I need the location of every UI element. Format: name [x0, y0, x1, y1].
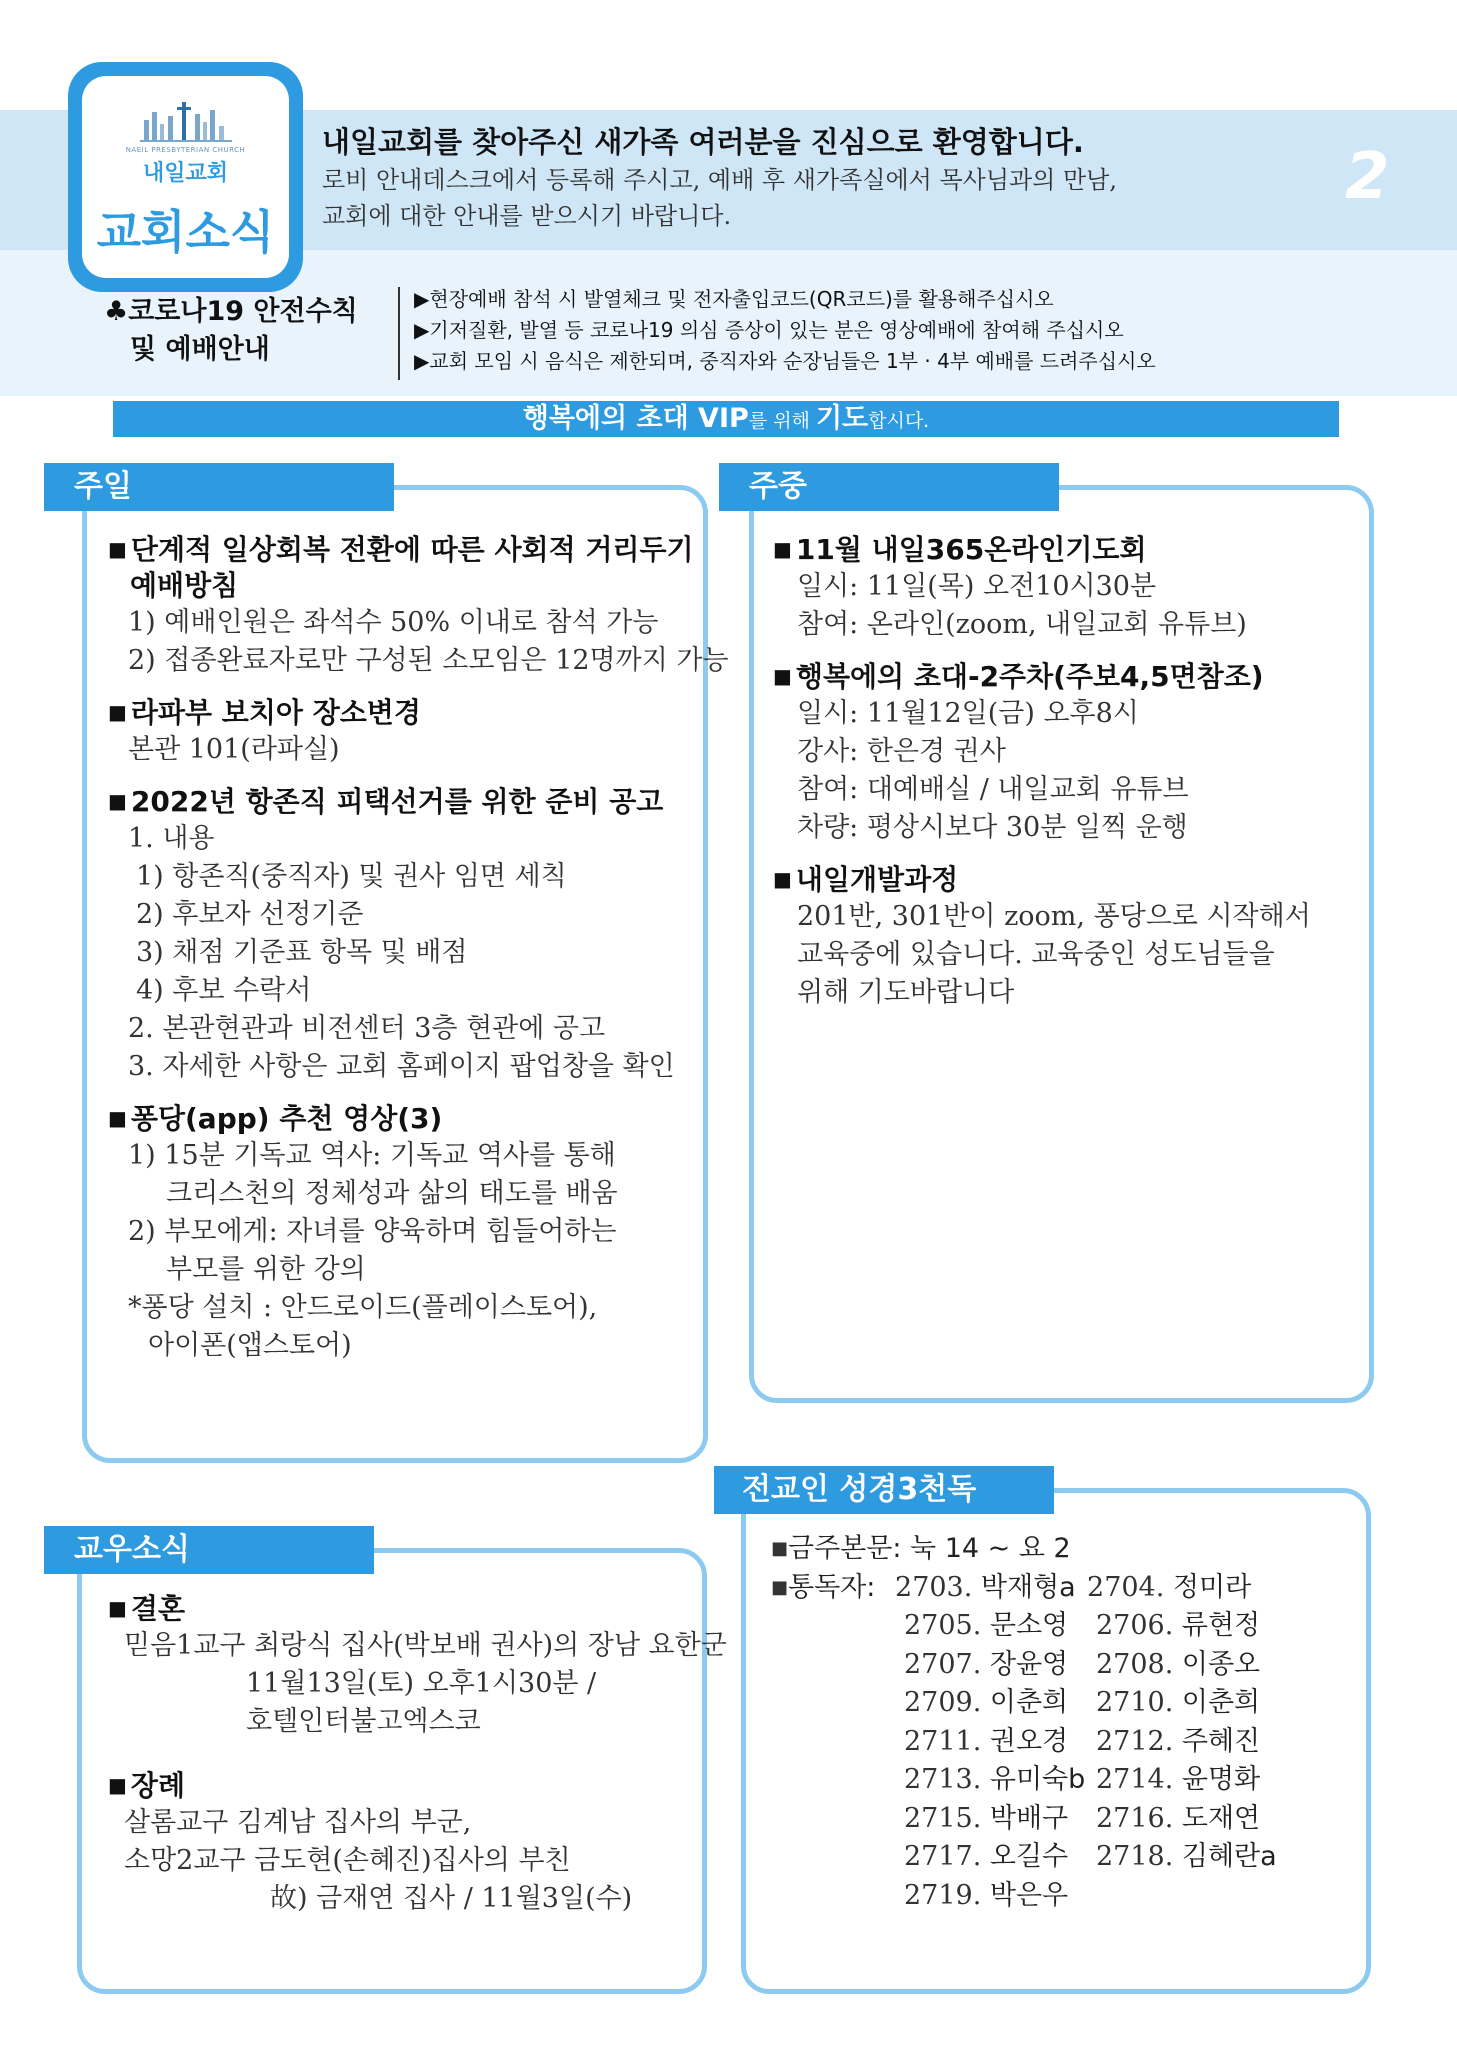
list-item: 참여: 온라인(zoom, 내일교회 유튜브) — [797, 609, 1247, 640]
bible-reading-content — [771, 1530, 1288, 1915]
list-item: 살롬교구 김계남 집사의 부군, — [124, 1807, 472, 1838]
list-item: 강사: 한은경 권사 — [797, 736, 1006, 767]
corona-note: ▶교회 모임 시 음식은 제한되며, 중직자와 순장님들은 1부 · 4부 예배를 드려주십시오 — [414, 349, 1156, 373]
list-item: 11월13일(토) 오후1시30분 / — [246, 1668, 597, 1699]
black-square-icon: ■ — [108, 1106, 127, 1130]
reader-entry: 2713. 유미숙b — [904, 1764, 1086, 1795]
black-square-icon: ■ — [108, 1773, 127, 1797]
list-item: 참여: 대예배실 / 내일교회 유튜브 — [797, 774, 1189, 805]
passage-row — [771, 1530, 1288, 1569]
list-item: 본관 101(라파실) — [128, 734, 340, 765]
church-logo — [68, 62, 303, 292]
section-heading: ■ 라파부 보치아 장소변경 — [108, 696, 421, 729]
readers-row — [771, 1800, 1288, 1839]
reader-entry: 2714. 윤명화 — [1096, 1764, 1261, 1795]
reader-entry: 2717. 오길수 — [904, 1841, 1069, 1872]
readers-label: 통독자: — [788, 1571, 876, 1603]
list-item: 위해 기도바랍니다 — [797, 977, 1015, 1008]
readers-row — [771, 1569, 1288, 1608]
reader-entry: 2718. 김혜란a — [1096, 1841, 1277, 1872]
list-item: 크리스천의 정체성과 삶의 태도를 배움 — [166, 1178, 618, 1209]
section-heading: ■ 결혼 — [108, 1592, 186, 1625]
page-number: 2 — [1345, 140, 1390, 214]
black-square-icon: ■ — [108, 789, 127, 813]
list-item: 믿음1교구 최랑식 집사(박보배 권사)의 장남 요한군 — [124, 1630, 727, 1661]
readers-row — [771, 1761, 1288, 1800]
reader-entry: 2705. 문소영 — [904, 1610, 1069, 1641]
section-heading: ■ 내일개발과정 — [773, 863, 959, 896]
list-item: 아이폰(앱스토어) — [148, 1330, 352, 1361]
welcome-headline: 내일교회를 찾아주신 새가족 여러분을 진심으로 환영합니다. — [322, 125, 1084, 159]
black-square-icon: ■ — [773, 867, 792, 891]
tab-midweek: 주중 — [719, 463, 1059, 511]
passage-value: 눅 14 ~ 요 2 — [910, 1533, 1071, 1564]
section-heading: ■ 11월 내일365온라인기도회 — [773, 533, 1147, 566]
readers-row — [771, 1838, 1288, 1877]
black-square-icon: ■ — [773, 537, 792, 561]
tab-bible-reading: 전교인 성경3천독 — [714, 1466, 1054, 1514]
list-item: 2) 후보자 선정기준 — [136, 899, 364, 930]
corona-note: ▶현장예배 참석 시 발열체크 및 전자출입코드(QR코드)를 활용해주십시오 — [414, 287, 1054, 311]
section-heading: ■ 행복에의 초대-2주차(주보4,5면참조) — [773, 660, 1264, 693]
list-item: 일시: 11월12일(금) 오후8시 — [797, 698, 1139, 729]
section-heading: ■ 장례 — [108, 1769, 186, 1802]
black-square-icon: ■ — [108, 700, 127, 724]
list-item: 차량: 평상시보다 30분 일찍 운행 — [797, 812, 1188, 843]
section-heading: ■ 2022년 항존직 피택선거를 위한 준비 공고 — [108, 785, 664, 818]
passage-label: 금주본문: — [788, 1533, 911, 1564]
list-item: 1. 내용 — [128, 823, 215, 854]
list-item: 2. 본관현관과 비전센터 3층 현관에 공고 — [128, 1013, 606, 1044]
list-item: 소망2교구 금도현(손혜진)집사의 부친 — [124, 1845, 571, 1876]
list-item: 부모를 위한 강의 — [166, 1254, 366, 1285]
section-heading: ■ 퐁당(app) 추천 영상(3) — [108, 1102, 443, 1135]
welcome-message — [322, 122, 1322, 234]
reader-entry: 2712. 주혜진 — [1096, 1725, 1261, 1757]
black-square-icon: ■ — [771, 1538, 789, 1559]
reader-entry: 2710. 이춘희 — [1096, 1687, 1261, 1718]
corona-title-line: 및 예배안내 — [130, 334, 270, 365]
black-square-icon: ■ — [108, 1596, 127, 1620]
church-skyline-icon — [140, 98, 232, 144]
corona-notes — [414, 284, 1156, 377]
corona-title — [104, 293, 358, 369]
black-square-icon: ■ — [773, 664, 792, 688]
list-item: *퐁당 설치 : 안드로이드(플레이스토어), — [128, 1292, 598, 1323]
black-square-icon: ■ — [108, 537, 127, 561]
list-item: 2) 접종완료자로만 구성된 소모임은 12명까지 가능 — [128, 645, 729, 676]
invite-text: 를 위해 — [748, 410, 816, 432]
reader-entry: 2706. 류현정 — [1096, 1610, 1261, 1641]
reader-entry: 2716. 도재연 — [1096, 1802, 1261, 1834]
logo-inner — [82, 76, 289, 278]
list-item: 4) 후보 수락서 — [136, 975, 312, 1006]
reader-entry: 2711. 권오경 — [904, 1725, 1069, 1757]
list-item: 일시: 11일(목) 오전10시30분 — [797, 571, 1157, 602]
list-item: 1) 15분 기독교 역사: 기독교 역사를 통해 — [128, 1140, 616, 1171]
readers-row — [771, 1877, 1288, 1916]
invite-text: 행복에의 초대 VIP — [522, 403, 749, 434]
logo-small-text: NAEIL PRESBYTERIAN CHURCH — [125, 146, 246, 154]
section-title: 교회소식 — [96, 205, 275, 259]
reader-entry: 2704. 정미라 — [1087, 1571, 1252, 1603]
list-item: 교육중에 있습니다. 교육중인 성도님들을 — [797, 939, 1275, 970]
invite-text: 합시다. — [868, 410, 930, 432]
black-square-icon: ■ — [771, 1576, 789, 1598]
list-item: 2) 부모에게: 자녀를 양육하며 힘들어하는 — [128, 1216, 617, 1247]
midweek-content — [773, 531, 1311, 1012]
welcome-line: 로비 안내데스크에서 등록해 주시고, 예배 후 새가족실에서 목사님과의 만남, — [322, 166, 1117, 194]
divider — [398, 287, 400, 380]
list-item: 1) 항존직(중직자) 및 권사 임면 세칙 — [136, 861, 567, 892]
list-item: 3. 자세한 사항은 교회 홈페이지 팝업창을 확인 — [128, 1051, 675, 1082]
readers-row — [771, 1684, 1288, 1723]
readers-row — [771, 1607, 1288, 1646]
list-item: 故) 금재연 집사 / 11월3일(수) — [270, 1883, 633, 1914]
reader-entry: 2709. 이춘희 — [904, 1687, 1069, 1718]
tab-members: 교우소식 — [44, 1526, 374, 1574]
list-item: 3) 채점 기준표 항목 및 배점 — [136, 937, 468, 968]
reader-entry: 2715. 박배구 — [904, 1802, 1069, 1834]
reader-entry: 2708. 이종오 — [1096, 1648, 1261, 1680]
readers-row — [771, 1646, 1288, 1685]
members-content — [108, 1590, 727, 1918]
readers-row — [771, 1723, 1288, 1762]
reader-entry: 2707. 장윤영 — [904, 1648, 1069, 1680]
logo-name: 내일교회 — [142, 161, 228, 186]
list-item: 201반, 301반이 zoom, 퐁당으로 시작해서 — [797, 901, 1311, 932]
section-heading: ■ 단계적 일상회복 전환에 따른 사회적 거리두기 — [108, 533, 694, 566]
corona-note: ▶기저질환, 발열 등 코로나19 의심 증상이 있는 분은 영상예배에 참여해 주십시오 — [414, 318, 1124, 342]
welcome-line: 교회에 대한 안내를 받으시기 바랍니다. — [322, 202, 732, 230]
list-item: 1) 예배인원은 좌석수 50% 이내로 참석 가능 — [128, 607, 659, 638]
reader-entry: 2703. 박재형a — [895, 1571, 1076, 1603]
section-heading: 예배방침 — [130, 569, 239, 602]
invite-prayer-bar — [113, 401, 1339, 437]
invite-text: 기도 — [815, 403, 869, 434]
reader-entry: 2719. 박은우 — [904, 1879, 1069, 1911]
sunday-content — [108, 531, 729, 1365]
list-item: 호텔인터불고엑스코 — [246, 1706, 481, 1737]
corona-title-line: ♣코로나19 안전수칙 — [104, 296, 358, 327]
tab-sunday: 주일 — [44, 463, 394, 511]
